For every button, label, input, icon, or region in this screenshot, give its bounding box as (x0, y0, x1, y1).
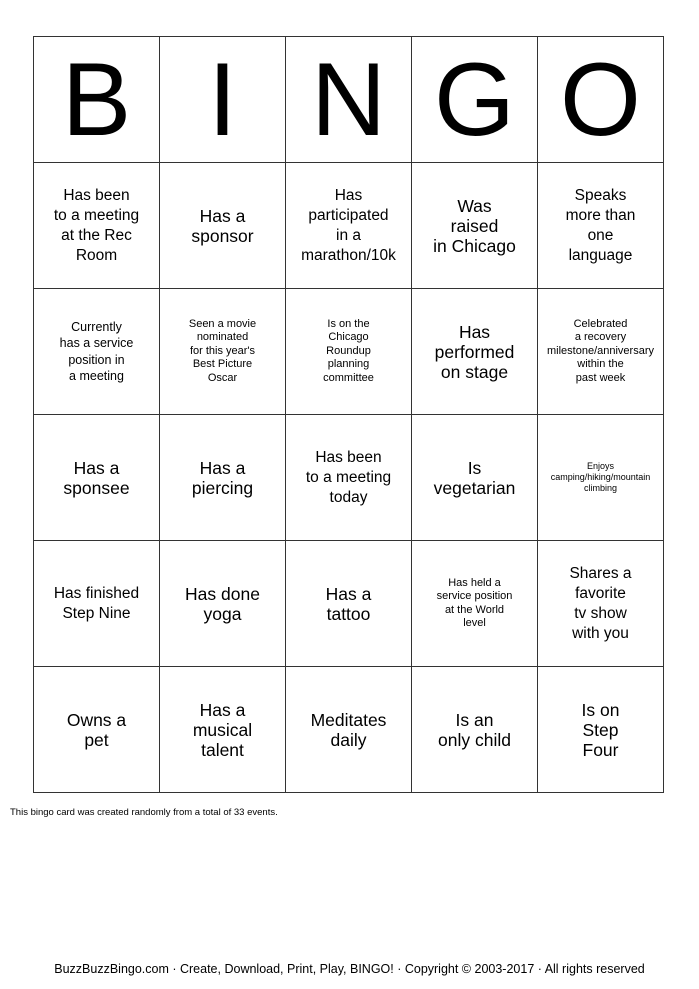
header-letter-o: O (538, 37, 664, 163)
bingo-cell: Owns a pet (34, 667, 160, 793)
bingo-cell: Has performed on stage (412, 289, 538, 415)
bingo-card (33, 36, 664, 793)
header-letter-g: G (412, 37, 538, 163)
header-letter-b: B (34, 37, 160, 163)
bingo-cell: Is on the Chicago Roundup planning committee (286, 289, 412, 415)
card-generation-note: This bingo card was created randomly from a total of 33 events. (10, 807, 278, 818)
bingo-cell: Enjoys camping/hiking/mountain climbing (538, 415, 664, 541)
bingo-row-2 (34, 289, 664, 415)
bingo-cell: Has a sponsor (160, 163, 286, 289)
site-footer: BuzzBuzzBingo.com · Create, Download, Print, Play, BINGO! · Copyright © 2003-2017 · All rights reserved (54, 962, 645, 976)
bingo-cell: Has done yoga (160, 541, 286, 667)
bingo-cell: Is vegetarian (412, 415, 538, 541)
bingo-cell: Has a musical talent (160, 667, 286, 793)
bingo-cell: Meditates daily (286, 667, 412, 793)
bingo-cell: Has a tattoo (286, 541, 412, 667)
bingo-cell: Has a piercing (160, 415, 286, 541)
bingo-cell: Has a sponsee (34, 415, 160, 541)
bingo-cell: Has finished Step Nine (34, 541, 160, 667)
bingo-row-3 (34, 415, 664, 541)
bingo-cell: Currently has a service position in a meeting (34, 289, 160, 415)
bingo-cell: Shares a favorite tv show with you (538, 541, 664, 667)
bingo-cell: Is an only child (412, 667, 538, 793)
bingo-cell: Seen a movie nominated for this year's Best Picture Oscar (160, 289, 286, 415)
bingo-row-4 (34, 541, 664, 667)
bingo-row-1 (34, 163, 664, 289)
bingo-cell: Has held a service position at the World level (412, 541, 538, 667)
bingo-cell: Is on Step Four (538, 667, 664, 793)
header-letter-i: I (160, 37, 286, 163)
bingo-cell: Was raised in Chicago (412, 163, 538, 289)
bingo-header-row (34, 37, 664, 163)
bingo-row-5 (34, 667, 664, 793)
header-letter-n: N (286, 37, 412, 163)
bingo-cell: Celebrated a recovery milestone/anniversary within the past week (538, 289, 664, 415)
bingo-cell: Has been to a meeting at the Rec Room (34, 163, 160, 289)
bingo-cell: Has participated in a marathon/10k (286, 163, 412, 289)
bingo-cell: Speaks more than one language (538, 163, 664, 289)
bingo-cell: Has been to a meeting today (286, 415, 412, 541)
